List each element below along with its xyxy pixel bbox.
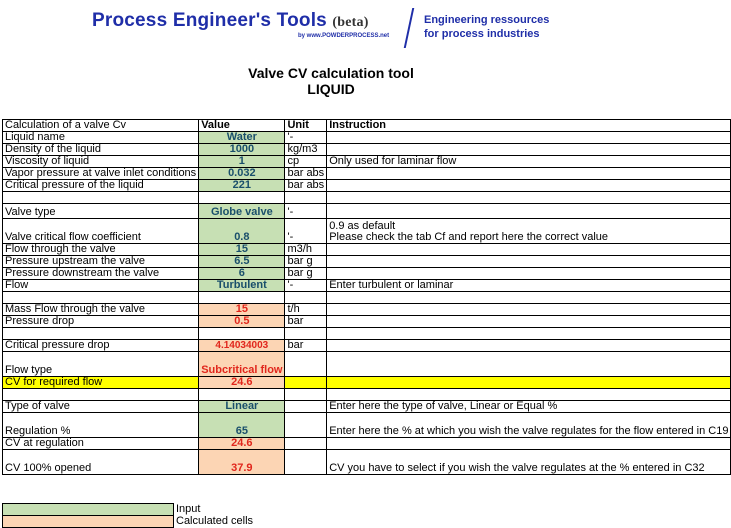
unit-cell: bar abs — [285, 168, 327, 180]
table-row — [3, 268, 731, 280]
row-label: Pressure upstream the valve — [3, 256, 199, 268]
instruction-cell: 0.9 as default Please check the tab Cf and report here the correct value — [327, 219, 731, 244]
header-instruction: Instruction — [327, 120, 731, 132]
unit-cell: bar g — [285, 256, 327, 268]
table-row — [3, 413, 731, 438]
instruction-cell: Enter turbulent or laminar — [327, 280, 731, 292]
row-label: Critical pressure of the liquid — [3, 180, 199, 192]
unit-cell — [285, 450, 327, 475]
instruction-cell — [327, 340, 731, 352]
unit-cell: '- — [285, 219, 327, 244]
table-row-highlight — [3, 377, 731, 389]
table-row — [3, 180, 731, 192]
legend-calculated-swatch — [3, 516, 174, 528]
unit-cell: cp — [285, 156, 327, 168]
calculation-table — [2, 119, 731, 475]
value-cell[interactable]: 65 — [199, 413, 285, 438]
value-cell[interactable]: Water — [199, 132, 285, 144]
table-row — [3, 156, 731, 168]
page-subtitle: LIQUID — [307, 81, 355, 97]
instruction-cell — [327, 352, 731, 377]
empty-row — [3, 389, 731, 401]
calculated-cell: 37.9 — [199, 450, 285, 475]
row-label: Viscosity of liquid — [3, 156, 199, 168]
empty-row — [3, 192, 731, 204]
instruction-cell — [327, 144, 731, 156]
unit-cell — [285, 438, 327, 450]
page-title: Valve CV calculation tool — [248, 65, 414, 81]
header-banner — [0, 0, 662, 56]
row-label: Flow — [3, 280, 199, 292]
row-label: Pressure downstream the valve — [3, 268, 199, 280]
instruction-cell — [327, 168, 731, 180]
row-label: Regulation % — [3, 413, 199, 438]
row-label: CV at regulation — [3, 438, 199, 450]
instruction-cell — [327, 204, 731, 219]
row-label: CV for required flow — [3, 377, 199, 389]
calculated-cell: 0.5 — [199, 316, 285, 328]
row-label: Density of the liquid — [3, 144, 199, 156]
unit-cell: bar — [285, 316, 327, 328]
calculated-cell: 4.14034003 — [199, 340, 285, 352]
table-row — [3, 340, 731, 352]
row-label: Valve type — [3, 204, 199, 219]
table-row — [3, 450, 731, 475]
legend-calculated-label: Calculated cells — [176, 515, 254, 527]
table-row — [3, 256, 731, 268]
value-cell[interactable]: Globe valve — [199, 204, 285, 219]
unit-cell: kg/m3 — [285, 144, 327, 156]
instruction-cell: CV you have to select if you wish the valve regulates at the % entered in C32 — [327, 450, 731, 475]
unit-cell: '- — [285, 280, 327, 292]
instruction-cell — [327, 180, 731, 192]
row-label: Type of valve — [3, 401, 199, 413]
unit-cell: '- — [285, 132, 327, 144]
row-label: CV 100% opened — [3, 450, 199, 475]
row-label: Mass Flow through the valve — [3, 304, 199, 316]
tagline-2: for process industries — [424, 28, 540, 40]
header-calculation: Calculation of a valve Cv — [3, 120, 199, 132]
instruction-cell — [327, 244, 731, 256]
value-cell[interactable]: Turbulent — [199, 280, 285, 292]
unit-cell: t/h — [285, 304, 327, 316]
calculated-cell: 15 — [199, 304, 285, 316]
unit-cell — [285, 352, 327, 377]
table-row — [3, 401, 731, 413]
row-label: Pressure drop — [3, 316, 199, 328]
row-label: Valve critical flow coefficient — [3, 219, 199, 244]
header-value: Value — [199, 120, 285, 132]
table-row — [3, 438, 731, 450]
brand-byline: by www.POWDERPROCESS.net — [298, 33, 390, 39]
unit-cell — [285, 401, 327, 413]
header-unit: Unit — [285, 120, 327, 132]
value-cell[interactable]: 15 — [199, 244, 285, 256]
value-cell[interactable]: Linear — [199, 401, 285, 413]
row-label: Flow type — [3, 352, 199, 377]
instruction-cell — [327, 304, 731, 316]
unit-cell: bar — [285, 340, 327, 352]
legend-input-label: Input — [176, 503, 201, 515]
empty-row — [3, 292, 731, 304]
table-row — [3, 352, 731, 377]
empty-row — [3, 328, 731, 340]
instruction-cell — [327, 132, 731, 144]
table-header-row — [3, 120, 731, 132]
calculated-cell: Subcritical flow — [199, 352, 285, 377]
table-row — [3, 244, 731, 256]
value-cell[interactable]: 221 — [199, 180, 285, 192]
unit-cell — [285, 413, 327, 438]
value-cell[interactable]: 0.8 — [199, 219, 285, 244]
value-cell[interactable]: 6.5 — [199, 256, 285, 268]
unit-cell: m3/h — [285, 244, 327, 256]
value-cell[interactable]: 6 — [199, 268, 285, 280]
unit-cell: bar abs — [285, 180, 327, 192]
tagline-1: Engineering ressources — [424, 14, 550, 26]
instruction-cell — [327, 268, 731, 280]
instruction-cell — [327, 377, 731, 389]
brand-logo: Process Engineer's Tools (beta) — [92, 10, 369, 31]
value-cell[interactable]: 1000 — [199, 144, 285, 156]
value-cell[interactable]: 1 — [199, 156, 285, 168]
value-cell[interactable]: 0.032 — [199, 168, 285, 180]
instruction-cell — [327, 256, 731, 268]
table-row — [3, 316, 731, 328]
table-row — [3, 144, 731, 156]
row-label: Liquid name — [3, 132, 199, 144]
instruction-cell: Enter here the % at which you wish the valve regulates for the flow entered in C19 — [327, 413, 731, 438]
row-label: Vapor pressure at valve inlet conditions — [3, 168, 199, 180]
unit-cell: '- — [285, 204, 327, 219]
table-row — [3, 168, 731, 180]
row-label: Flow through the valve — [3, 244, 199, 256]
divider-slash — [404, 8, 415, 48]
table-row — [3, 132, 731, 144]
calculated-cell: 24.6 — [199, 377, 285, 389]
unit-cell — [285, 377, 327, 389]
instruction-cell: Enter here the type of valve, Linear or Equal % — [327, 401, 731, 413]
instruction-cell — [327, 438, 731, 450]
table-row — [3, 304, 731, 316]
legend-input-swatch — [3, 504, 174, 516]
table-row — [3, 280, 731, 292]
table-row — [3, 219, 731, 244]
table-row — [3, 204, 731, 219]
legend — [2, 503, 256, 528]
row-label: Critical pressure drop — [3, 340, 199, 352]
unit-cell: bar g — [285, 268, 327, 280]
instruction-cell — [327, 316, 731, 328]
calculated-cell: 24.6 — [199, 438, 285, 450]
instruction-cell: Only used for laminar flow — [327, 156, 731, 168]
